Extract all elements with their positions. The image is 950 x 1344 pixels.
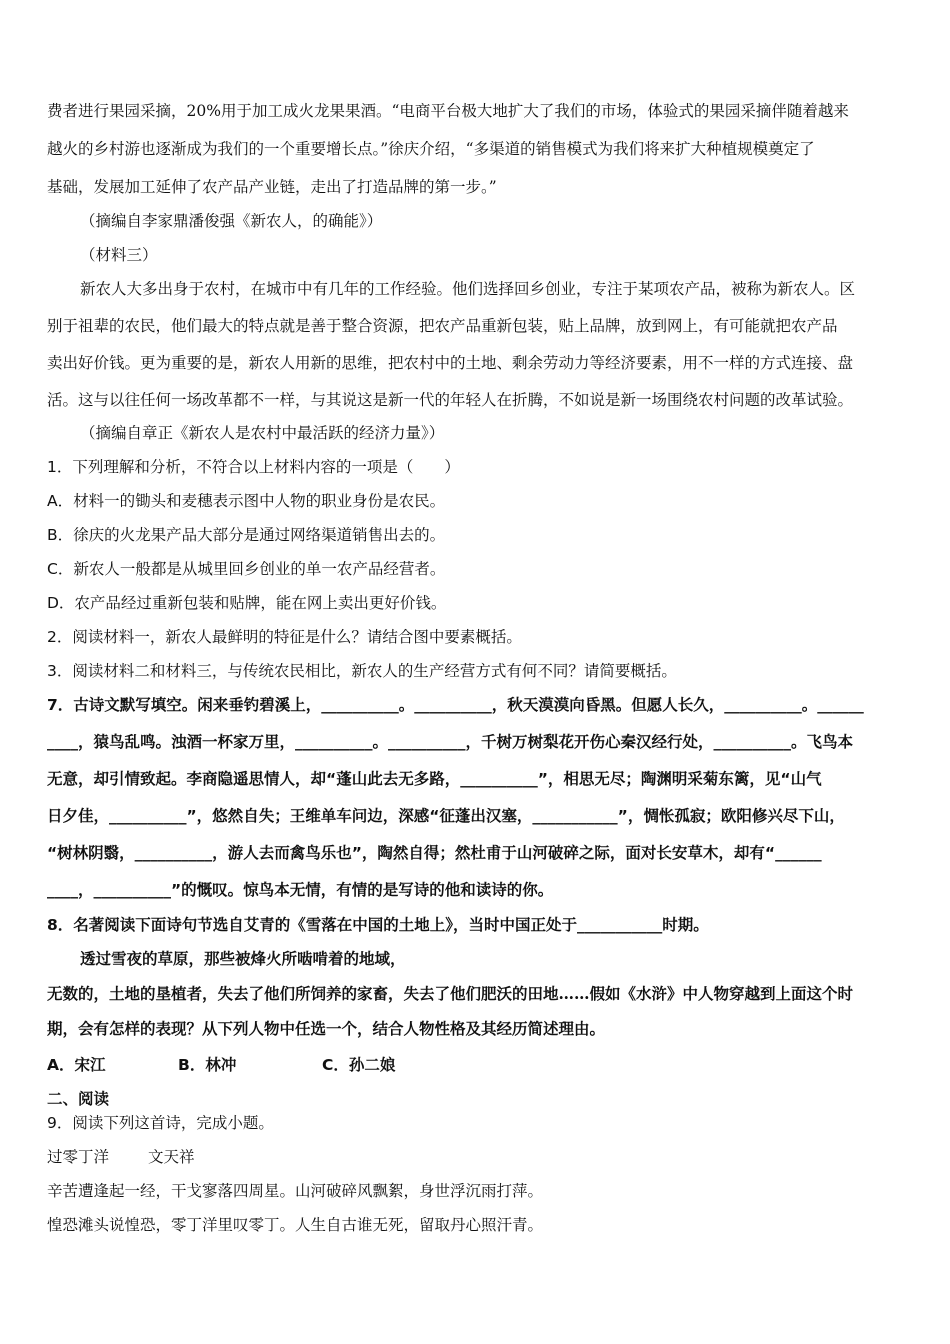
question-1-option-b: B．徐庆的火龙果产品大部分是通过网络渠道销售出去的。 [47, 526, 446, 544]
source-citation-3: （摘编自章正《新农人是农村中最活跃的经济力量》） [80, 424, 445, 442]
question-7-line: ____，猿鸟乱鸣。浊酒一杯家万里，__________。__________，千树万树梨花开伤心秦汉经行处，__________。飞鸟本 [47, 733, 854, 751]
source-citation-2: （摘编自李家鼎潘俊强《新农人，的确能》） [80, 212, 383, 230]
material3-line: 新农人大多出身于农村，在城市中有几年的工作经验。他们选择回乡创业，专注于某项农产品，被称为新农人。区 [80, 280, 856, 298]
question-7-line: ____，__________”的慨叹。惊鸟本无情，有情的是写诗的他和读诗的你。 [47, 881, 554, 899]
question-8-poem: 无数的，土地的垦植者，失去了他们所饲养的家畜，失去了他们肥沃的田地……假如《水浒》中人物穿越到上面这个时 [47, 984, 854, 1003]
question-1-stem: 1．下列理解和分析，不符合以上材料内容的一项是（ ） [47, 458, 460, 476]
material3-line: 活。这与以往任何一场改革都不一样，与其说这是新一代的年轻人在折腾，不如说是新一场围绕农村问题的改革试验。 [47, 391, 854, 409]
question-1-option-c: C．新农人一般都是从城里回乡创业的单一农产品经营者。 [47, 560, 446, 578]
question-9: 9．阅读下列这首诗，完成小题。 [47, 1114, 274, 1132]
poem-title: 过零丁洋 [47, 1148, 110, 1166]
material3-label: （材料三） [80, 246, 158, 264]
question-8-option-a: A．宋江 [47, 1056, 106, 1074]
question-8-stem: 8．名著阅读下面诗句节选自艾青的《雪落在中国的土地上》，当时中国正处于___________时期。 [47, 916, 709, 934]
question-8-option-c: C．孙二娘 [322, 1056, 396, 1074]
question-7-line: 无意，却引情致起。李商隐遥思情人，却“蓬山此去无多路，__________”，相思无尽；陶渊明采菊东篱，见“山气 [47, 770, 822, 788]
poem-line: 辛苦遭逢起一经，干戈寥落四周星。山河破碎风飘絮，身世浮沉雨打萍。 [47, 1182, 544, 1200]
material2-line: 费者进行果园采摘，20%用于加工成火龙果果酒。“电商平台极大地扩大了我们的市场，体验式的果园采摘伴随着越来 [47, 102, 849, 120]
material3-line: 卖出好价钱。更为重要的是，新农人用新的思维，把农村中的土地、剩余劳动力等经济要素，用不一样的方式连接、盘 [47, 354, 854, 372]
poem-line: 惶恐滩头说惶恐，零丁洋里叹零丁。人生自古谁无死，留取丹心照汗青。 [47, 1216, 544, 1234]
poem-author: 文天祥 [148, 1148, 195, 1166]
question-3: 3．阅读材料二和材料三，与传统农民相比，新农人的生产经营方式有何不同？请简要概括。 [47, 662, 677, 680]
section-heading: 二、阅读 [47, 1090, 110, 1108]
question-1-option-a: A．材料一的锄头和麦穗表示图中人物的职业身份是农民。 [47, 492, 446, 510]
question-8-poem: 透过雪夜的草原，那些被烽火所啮啃着的地域， [80, 949, 406, 968]
question-7-line: 日夕佳，__________”，悠然自失；王维单车问边，深感“征蓬出汉塞，___________”，惆怅孤寂；欧阳修兴尽下山， [47, 807, 845, 825]
material3-line: 别于祖辈的农民，他们最大的特点就是善于整合资源，把农产品重新包装，贴上品牌，放到网上，有可能就把农产品 [47, 317, 838, 335]
question-8-option-b: B．林冲 [178, 1056, 237, 1074]
material2-line: 基础，发展加工延伸了农产品产业链，走出了打造品牌的第一步。” [47, 178, 497, 196]
material2-line: 越火的乡村游也逐渐成为我们的一个重要增长点。”徐庆介绍，“多渠道的销售模式为我们将来扩大种植规模奠定了 [47, 140, 815, 158]
question-7-line: “树林阴翳，__________，游人去而禽鸟乐也”，陶然自得；然杜甫于山河破碎之际，面对长安草木，却有“______ [47, 844, 822, 862]
question-8-ask: 期，会有怎样的表现？从下列人物中任选一个，结合人物性格及其经历简述理由。 [47, 1020, 606, 1038]
question-2: 2．阅读材料一，新农人最鲜明的特征是什么？请结合图中要素概括。 [47, 628, 522, 646]
question-1-option-d: D．农产品经过重新包装和贴牌，能在网上卖出更好价钱。 [47, 594, 447, 612]
question-7-line: 7．古诗文默写填空。闲来垂钓碧溪上，__________。__________，秋天漠漠向昏黑。但愿人长久，__________。______ [47, 696, 864, 714]
